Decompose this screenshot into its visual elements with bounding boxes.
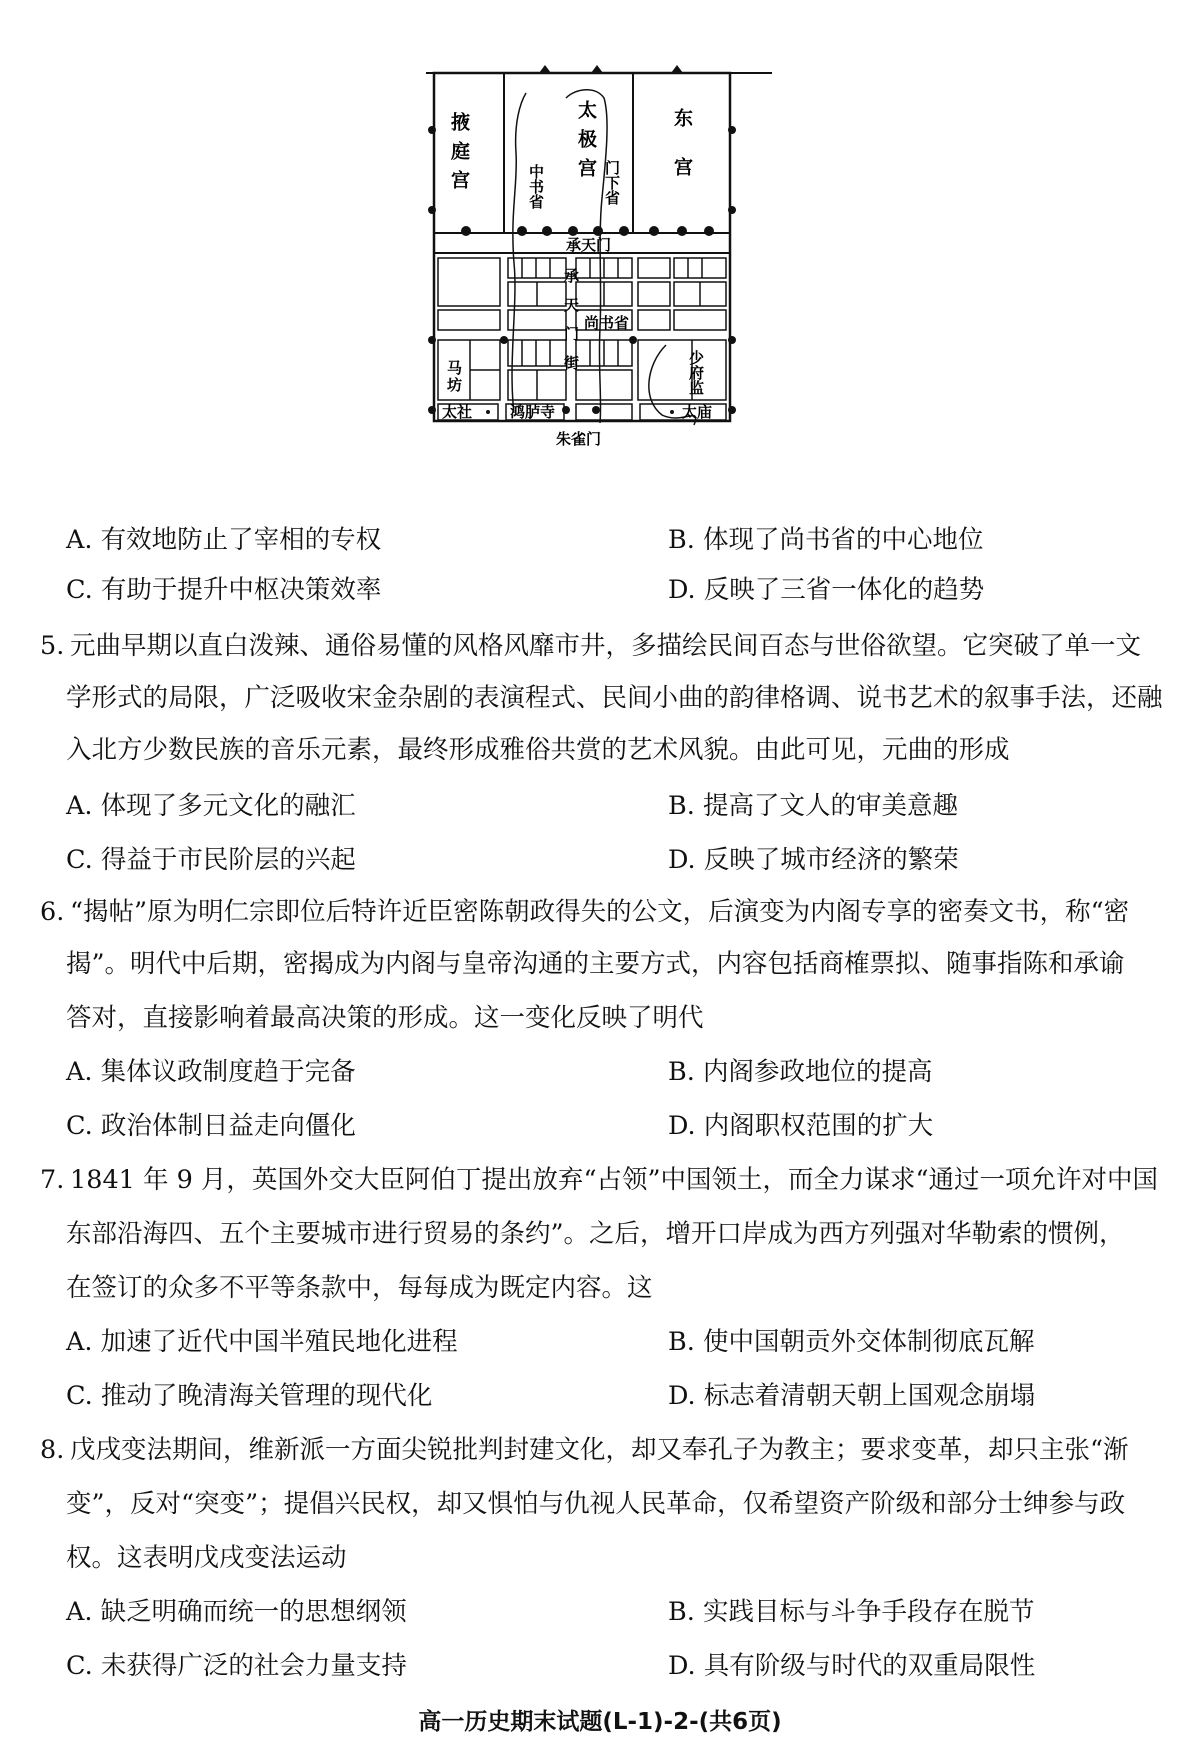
chang-an-map	[426, 60, 772, 500]
q5-option-a: A. 体现了多元文化的融汇	[66, 791, 356, 821]
q7-number: 7.	[40, 1165, 65, 1195]
q8-option-d: D. 具有阶级与时代的双重局限性	[668, 1651, 1036, 1681]
q7-stem-line-3: 在签订的众多不平等条款中，每每成为既定内容。这	[66, 1273, 653, 1303]
label-ma-fang: 马坊	[445, 360, 463, 394]
q8-number: 8.	[40, 1435, 65, 1465]
label-dong-gong: 东宫	[671, 108, 693, 206]
label-cheng-tian-men-jie: 承天门街	[562, 268, 580, 384]
page-footer: 高一历史期末试题(L-1)-2-(共6页)	[418, 1709, 782, 1735]
q5-option-d: D. 反映了城市经济的繁荣	[668, 845, 959, 875]
q8-stem-line-2: 变”，反对“突变”；提倡兴民权，却又惧怕与仇视人民革命，仅希望资产阶级和部分士绅参与政	[66, 1489, 1126, 1519]
q4-option-b: B. 体现了尚书省的中心地位	[668, 525, 984, 555]
q5-stem-line-1: 元曲早期以直白泼辣、通俗易懂的风格风靡市井，多描绘民间百态与世俗欲望。它突破了单一文	[70, 631, 1142, 661]
q5-stem-line-3: 入北方少数民族的音乐元素，最终形成雅俗共赏的艺术风貌。由此可见，元曲的形成	[66, 735, 1010, 765]
q7-stem-line-1: 1841 年 9 月，英国外交大臣阿伯丁提出放弃“占领”中国领土，而全力谋求“通过一项允许对中国	[70, 1165, 1159, 1195]
q6-option-b: B. 内阁参政地位的提高	[668, 1057, 933, 1087]
label-zhong-shu-sheng: 中书省	[527, 164, 545, 209]
q5-stem-line-2: 学形式的局限，广泛吸收宋金杂剧的表演程式、民间小曲的韵律格调、说书艺术的叙事手法，还融	[66, 683, 1163, 713]
label-hong-lu-si: 鸿胪寺	[510, 403, 556, 421]
label-shao-fu-jian: 少府监	[687, 350, 705, 395]
label-shang-shu-sheng: 尚书省	[584, 314, 630, 332]
q6-number: 6.	[40, 897, 65, 927]
label-tai-she: 太社	[442, 403, 473, 421]
q6-stem-line-1: “揭帖”原为明仁宗即位后特许近臣密陈朝政得失的公文，后演变为内阁专享的密奏文书，称“密	[70, 897, 1130, 927]
label-ye-ting-gong: 掖庭宫	[448, 112, 470, 199]
q7-option-a: A. 加速了近代中国半殖民地化进程	[66, 1327, 458, 1357]
label-zhu-que-men: 朱雀门	[556, 430, 602, 448]
q7-option-c: C. 推动了晚清海关管理的现代化	[66, 1381, 433, 1411]
q8-stem-line-1: 戊戌变法期间，维新派一方面尖锐批判封建文化，却又奉孔子为教主；要求变革，却只主张“渐	[70, 1435, 1129, 1465]
q8-stem-line-3: 权。这表明戊戌变法运动	[66, 1543, 347, 1573]
q7-option-d: D. 标志着清朝天朝上国观念崩塌	[668, 1381, 1036, 1411]
q5-option-c: C. 得益于市民阶层的兴起	[66, 845, 356, 875]
q4-option-c: C. 有助于提升中枢决策效率	[66, 575, 382, 605]
q6-stem-line-3: 答对，直接影响着最高决策的形成。这一变化反映了明代	[66, 1003, 704, 1033]
q6-option-d: D. 内阁职权范围的扩大	[668, 1111, 934, 1141]
q8-option-a: A. 缺乏明确而统一的思想纲领	[66, 1597, 407, 1627]
q8-option-c: C. 未获得广泛的社会力量支持	[66, 1651, 407, 1681]
label-cheng-tian-men: 承天门	[566, 236, 612, 254]
q6-option-a: A. 集体议政制度趋于完备	[66, 1057, 356, 1087]
city-map-figure	[426, 60, 772, 500]
q6-option-c: C. 政治体制日益走向僵化	[66, 1111, 356, 1141]
q5-option-b: B. 提高了文人的审美意趣	[668, 791, 958, 821]
q7-stem-line-2: 东部沿海四、五个主要城市进行贸易的条约”。之后，增开口岸成为西方列强对华勒索的惯例，	[66, 1219, 1125, 1249]
label-tai-ji-gong: 太极宫	[575, 100, 597, 187]
label-men-xia-sheng: 门下省	[603, 160, 621, 205]
q4-option-d: D. 反映了三省一体化的趋势	[668, 575, 985, 605]
label-tai-miao: 太庙	[682, 403, 713, 421]
q5-number: 5.	[40, 631, 65, 661]
q7-option-b: B. 使中国朝贡外交体制彻底瓦解	[668, 1327, 1035, 1357]
q8-option-b: B. 实践目标与斗争手段存在脱节	[668, 1597, 1035, 1627]
q4-option-a: A. 有效地防止了宰相的专权	[66, 525, 382, 555]
q6-stem-line-2: 揭”。明代中后期，密揭成为内阁与皇帝沟通的主要方式，内容包括商榷票拟、随事指陈和承谕	[66, 949, 1125, 979]
